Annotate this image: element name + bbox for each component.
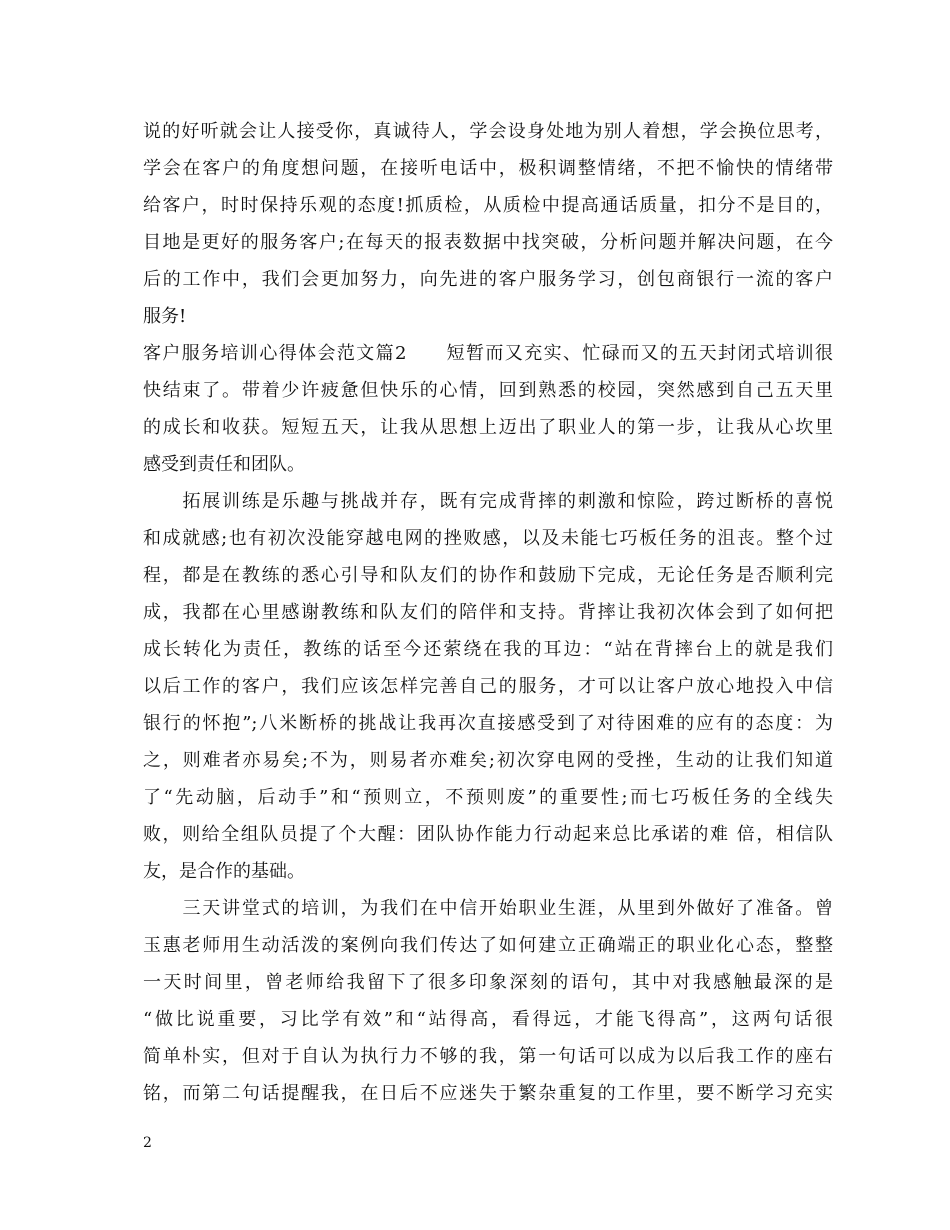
text-line: 和成就感;也有初次没能穿越电网的挫败感，以及未能七巧板任务的沮丧。整个过 xyxy=(143,528,833,549)
text-line: 客户服务培训心得体会范文篇2 短暂而又充实、忙碌而又的五天封闭式培训很 xyxy=(143,343,833,364)
text-line: 铭，而第二句话提醒我，在日后不应迷失于繁杂重复的工作里，要不断学习充实 xyxy=(143,1083,833,1104)
text-line: 学会在客户的角度想问题，在接听电话中，极积调整情绪，不把不愉快的情绪带 xyxy=(143,158,833,179)
text-line: 一天时间里，曾老师给我留下了很多印象深刻的语句，其中对我感触最深的是 xyxy=(143,972,833,993)
text-line: 后的工作中，我们会更加努力，向先进的客户服务学习，创包商银行一流的客户 xyxy=(143,269,833,290)
text-line: 服务! xyxy=(143,306,187,327)
text-line: 以后工作的客户，我们应该怎样完善自己的服务，才可以让客户放心地投入中信 xyxy=(143,676,833,697)
text-line: 了“先动脑，后动手”和“预则立，不预则废”的重要性;而七巧板任务的全线失 xyxy=(143,787,833,808)
text-line: 给客户，时时保持乐观的态度!抓质检，从质检中提高通话质量，扣分不是目的， xyxy=(143,195,833,216)
text-line: 三天讲堂式的培训，为我们在中信开始职业生涯，从里到外做好了准备。曾 xyxy=(143,898,833,919)
text-line: 败，则给全组队员提了个大醒：团队协作能力行动起来总比承诺的难 倍，相信队 xyxy=(143,824,833,845)
text-line: 快结束了。带着少许疲惫但快乐的心情，回到熟悉的校园，突然感到自己五天里 xyxy=(143,380,833,401)
body-text xyxy=(143,113,833,1112)
text-line: 友，是合作的基础。 xyxy=(143,861,305,882)
page-number: 2 xyxy=(143,1135,152,1151)
text-line: 成长转化为责任，教练的话至今还萦绕在我的耳边：“站在背摔台上的就是我们 xyxy=(143,639,833,660)
text-line: 简单朴实，但对于自认为执行力不够的我，第一句话可以成为以后我工作的座右 xyxy=(143,1046,833,1067)
text-line: 成，我都在心里感谢教练和队友们的陪伴和支持。背摔让我初次体会到了如何把 xyxy=(143,602,833,623)
text-line: 银行的怀抱”;八米断桥的挑战让我再次直接感受到了对待困难的应有的态度：为 xyxy=(143,713,833,734)
text-line: 程，都是在教练的悉心引导和队友们的协作和鼓励下完成，无论任务是否顺利完 xyxy=(143,565,833,586)
text-line: 说的好听就会让人接受你，真诚待人，学会设身处地为别人着想，学会换位思考， xyxy=(143,121,833,142)
text-line: 的成长和收获。短短五天，让我从思想上迈出了职业人的第一步，让我从心坎里 xyxy=(143,417,833,438)
text-line: 拓展训练是乐趣与挑战并存，既有完成背摔的刺激和惊险，跨过断桥的喜悦 xyxy=(143,491,833,512)
text-line: 目地是更好的服务客户;在每天的报表数据中找突破，分析问题并解决问题，在今 xyxy=(143,232,833,253)
text-line: 之，则难者亦易矣;不为，则易者亦难矣;初次穿电网的受挫，生动的让我们知道 xyxy=(143,750,833,771)
text-line: 玉惠老师用生动活泼的案例向我们传达了如何建立正确端正的职业化心态，整整 xyxy=(143,935,833,956)
text-line: “做比说重要，习比学有效”和“站得高，看得远，才能飞得高”，这两句话很 xyxy=(143,1009,833,1030)
text-line: 感受到责任和团队。 xyxy=(143,454,305,475)
